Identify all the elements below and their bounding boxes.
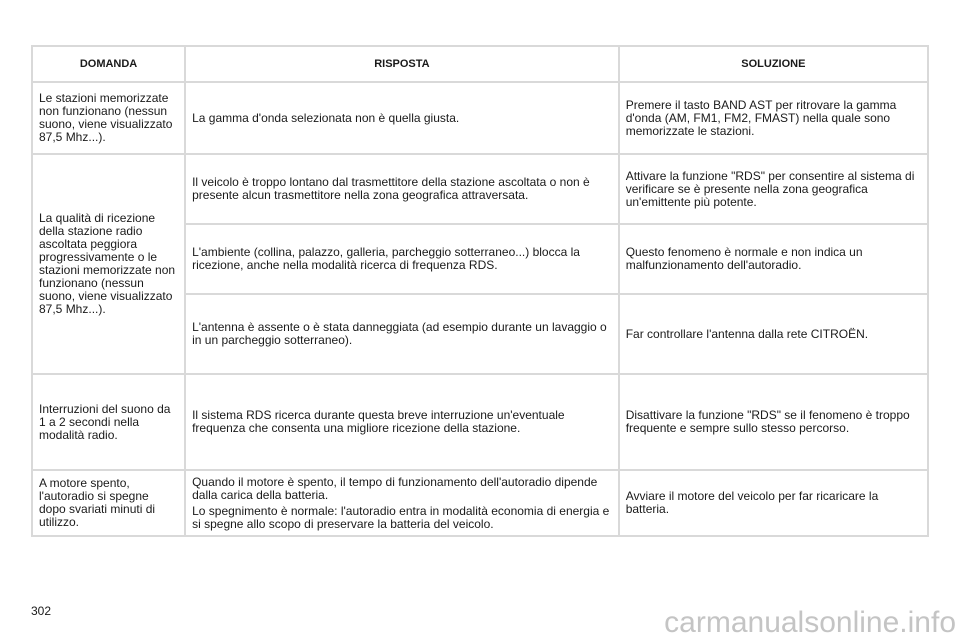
solution-cell: Attivare la funzione "RDS" per consentire al sistema di verificare se è presente nella zona geografica un'emittente più potente. xyxy=(619,154,928,224)
answer-cell: L'ambiente (collina, palazzo, galleria, parcheggio sotterraneo...) blocca la ricezione, anche nella modalità ricerca di frequenza RDS. xyxy=(185,224,619,294)
answer-cell: Il veicolo è troppo lontano dal trasmettitore della stazione ascoltata o non è presente alcun trasmettitore nella zona geografica attraversata. xyxy=(185,154,619,224)
answer-cell: La gamma d'onda selezionata non è quella giusta. xyxy=(185,82,619,154)
solution-cell: Avviare il motore del veicolo per far ricaricare la batteria. xyxy=(619,470,928,536)
faq-table xyxy=(31,45,929,537)
answer-cell: L'antenna è assente o è stata danneggiata (ad esempio durante un lavaggio o in un parcheggio sotterraneo). xyxy=(185,294,619,374)
solution-cell: Questo fenomeno è normale e non indica un malfunzionamento dell'autoradio. xyxy=(619,224,928,294)
header-answer: RISPOSTA xyxy=(185,46,619,82)
solution-cell: Disattivare la funzione "RDS" se il fenomeno è troppo frequente e sempre sullo stesso percorso. xyxy=(619,374,928,470)
header-solution: SOLUZIONE xyxy=(619,46,928,82)
table-header-row xyxy=(32,46,928,82)
header-question: DOMANDA xyxy=(32,46,185,82)
table-row xyxy=(32,374,928,470)
question-cell: A motore spento, l'autoradio si spegne dopo svariati minuti di utilizzo. xyxy=(32,470,185,536)
question-cell: La qualità di ricezione della stazione radio ascoltata peggiora progressivamente o le stazioni memorizzate non funzionano (nessun suono, viene visualizzato 87,5 Mhz...). xyxy=(32,154,185,374)
table-row xyxy=(32,470,928,536)
table-row xyxy=(32,82,928,154)
question-cell: Le stazioni memorizzate non funzionano (nessun suono, viene visualizzato 87,5 Mhz...). xyxy=(32,82,185,154)
solution-cell: Far controllare l'antenna dalla rete CITROËN. xyxy=(619,294,928,374)
answer-paragraph: Quando il motore è spento, il tempo di funzionamento dell'autoradio dipende dalla carica della batteria. xyxy=(192,474,598,502)
table-row xyxy=(32,154,928,224)
answer-paragraph: Lo spegnimento è normale: l'autoradio entra in modalità economia di energia e si spegne allo scopo di preservare la batteria del veicolo. xyxy=(192,503,610,531)
answer-cell xyxy=(185,470,619,536)
page-number: 302 xyxy=(31,604,52,618)
watermark-text: carmanualsonline.info xyxy=(664,606,956,639)
solution-cell: Premere il tasto BAND AST per ritrovare la gamma d'onda (AM, FM1, FM2, FMAST) nella quale sono memorizzate le stazioni. xyxy=(619,82,928,154)
question-cell: Interruzioni del suono da 1 a 2 secondi nella modalità radio. xyxy=(32,374,185,470)
answer-cell: Il sistema RDS ricerca durante questa breve interruzione un'eventuale frequenza che consenta una migliore ricezione della stazione. xyxy=(185,374,619,470)
